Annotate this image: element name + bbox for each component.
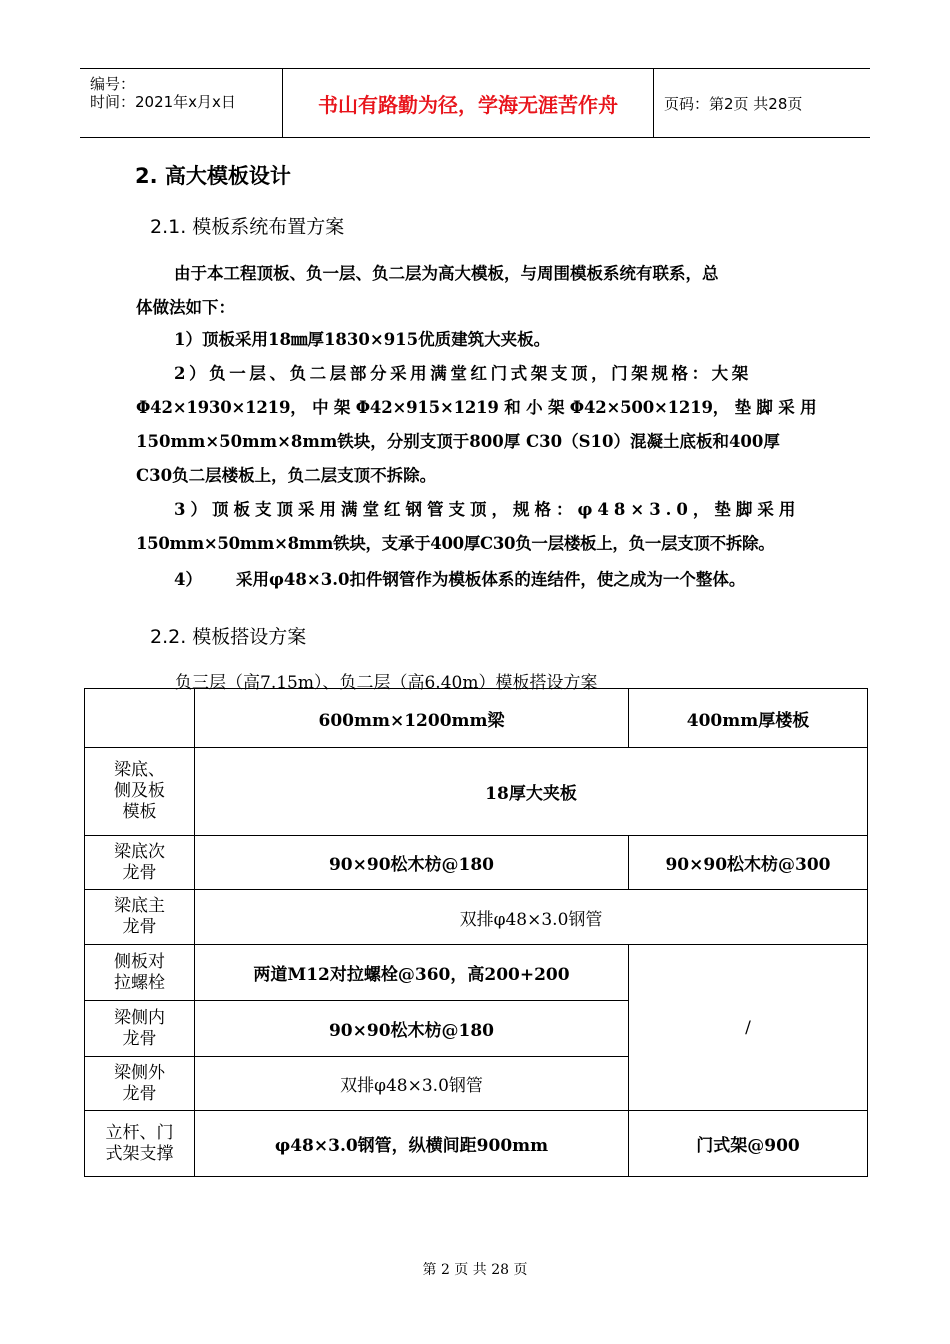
- row-value-beam: 双排φ48×3.0钢管: [195, 1057, 629, 1111]
- item-3-line-1: 3）顶板支顶采用满堂红钢管支顶，规格：φ48×3.0，垫脚采用: [174, 500, 801, 519]
- table-header-row: [85, 689, 868, 748]
- intro-line-1: 由于本工程顶板、负一层、负二层为高大模板，与周围模板系统有联系，总: [174, 264, 719, 283]
- item-2-line-3: 150mm×50mm×8mm铁块，分别支顶于800厚 C30（S10）混凝土底板和400厚: [136, 432, 780, 451]
- row-label: 梁底次龙骨: [85, 836, 195, 890]
- header-motto: 书山有路勤为径，学海无涯苦作舟: [283, 69, 654, 137]
- table-row: [85, 890, 868, 945]
- item-2-line-2: Φ42×1930×1219， 中 架 Φ42×915×1219 和 小 架 Φ42×500×1219， 垫 脚 采 用: [136, 398, 817, 417]
- page-header: [80, 68, 870, 138]
- row-label: 梁侧外龙骨: [85, 1057, 195, 1111]
- row-value-slab: 门式架@900: [629, 1111, 868, 1177]
- row-value-beam: 90×90松木枋@180: [195, 1001, 629, 1057]
- row-label: 梁底主龙骨: [85, 890, 195, 945]
- row-value-beam: 90×90松木枋@180: [195, 836, 629, 890]
- table-corner-cell: [85, 689, 195, 748]
- row-label: 梁侧内龙骨: [85, 1001, 195, 1057]
- intro-line-2: 体做法如下：: [136, 298, 235, 317]
- doc-date: 时间：2021年x月x日: [90, 93, 236, 111]
- table-row: [85, 836, 868, 890]
- table-row: [85, 748, 868, 836]
- row-value-merged: 18厚大夹板: [195, 748, 868, 836]
- subsection-title-layout: 2.1. 模板系统布置方案: [150, 216, 345, 238]
- row-label: 梁底、侧及板模板: [85, 748, 195, 836]
- row-value-merged: 双排φ48×3.0钢管: [195, 890, 868, 945]
- header-meta: [80, 69, 283, 137]
- col-header-beam: 600mm×1200mm梁: [195, 689, 629, 748]
- table-row: [85, 945, 868, 1001]
- page-footer: 第 2 页 共 28 页: [422, 1262, 528, 1278]
- table-row: [85, 1111, 868, 1177]
- header-page-info: 页码：第2页 共28页: [664, 94, 803, 113]
- table-caption: 负三层（高7.15m）、负二层（高6.40m）模板搭设方案: [175, 673, 598, 693]
- subsection-title-erection: 2.2. 模板搭设方案: [150, 626, 307, 648]
- section-title: 2. 高大模板设计: [135, 164, 291, 188]
- item-2-line-4: C30负二层楼板上，负二层支顶不拆除。: [136, 466, 437, 485]
- row-value-beam: 两道M12对拉螺栓@360，高200+200: [195, 945, 629, 1001]
- row-value-slab: 90×90松木枋@300: [629, 836, 868, 890]
- doc-number-label: 编号：: [90, 75, 136, 93]
- row-label: 侧板对拉螺栓: [85, 945, 195, 1001]
- item-2-line-1: 2）负一层、负二层部分采用满堂红门式架支顶，门架规格：大架: [174, 364, 752, 383]
- item-4-text: 采用φ48×3.0扣件钢管作为模板体系的连结件，使之成为一个整体。: [236, 570, 746, 589]
- item-4-number: 4）: [174, 570, 202, 589]
- row-value-beam: φ48×3.0钢管，纵横间距900mm: [195, 1111, 629, 1177]
- item-1: 1）顶板采用18㎜厚1830×915优质建筑大夹板。: [174, 330, 551, 349]
- formwork-spec-table: [84, 688, 868, 1177]
- row-value-slab: /: [629, 945, 868, 1111]
- col-header-slab: 400mm厚楼板: [629, 689, 868, 748]
- item-3-line-2: 150mm×50mm×8mm铁块，支承于400厚C30负一层楼板上，负一层支顶不拆除。: [136, 534, 775, 553]
- row-label: 立杆、门式架支撑: [85, 1111, 195, 1177]
